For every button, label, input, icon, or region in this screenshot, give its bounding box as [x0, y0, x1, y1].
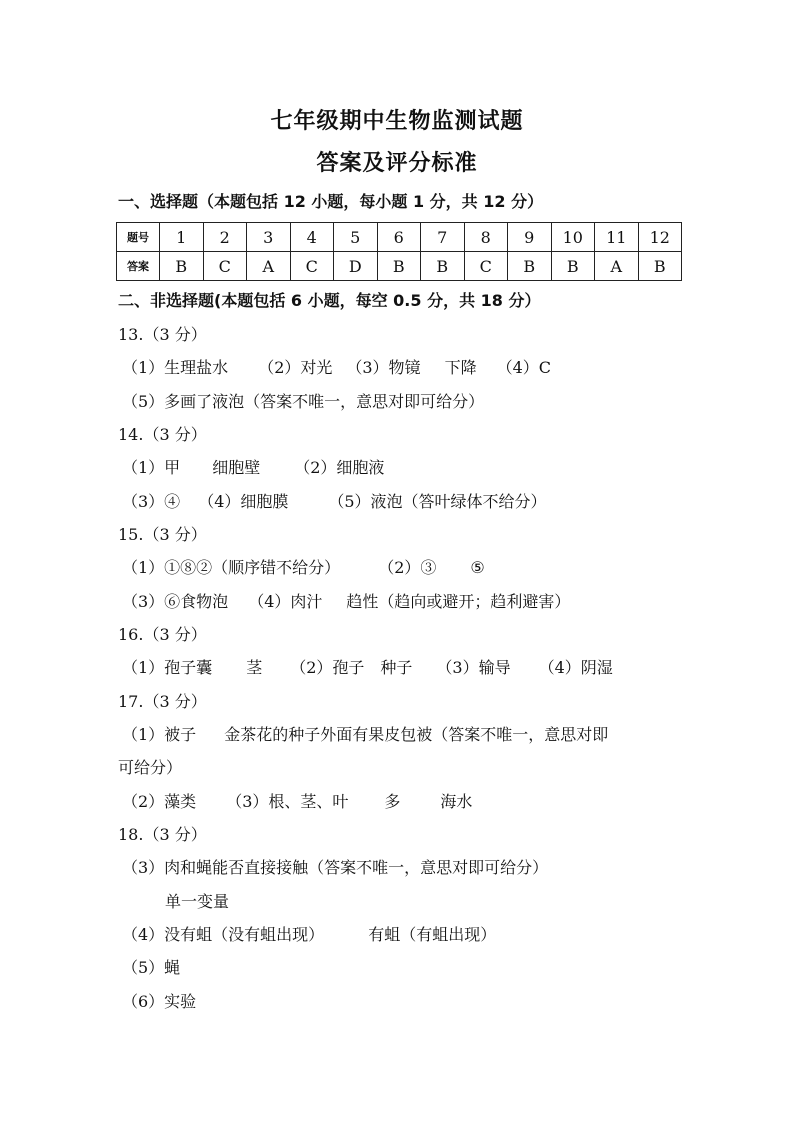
q13-line2: （5）多画了液泡（答案不唯一，意思对即可给分）: [122, 392, 485, 411]
q15-ans3: （3）⑥食物泡: [122, 592, 229, 611]
page-title: 七年级期中生物监测试题: [270, 109, 524, 134]
section2-heading: 二、非选择题(本题包括 6 小题，每空 0.5 分，共 18 分）: [118, 291, 541, 310]
q17-ans1b: 金茶花的种子外面有果皮包被（答案不唯一，意思对即: [224, 725, 609, 744]
q-number: 8: [464, 223, 508, 252]
question-number-row: [117, 223, 682, 252]
row-label-answer: 答案: [117, 252, 160, 281]
q16-ans2b: 种子: [380, 658, 413, 677]
q-number: 11: [595, 223, 639, 252]
q17-line1-cont: 可给分）: [118, 758, 183, 777]
q16-line1: [122, 655, 613, 678]
q18-line3: （5）蝇: [122, 958, 181, 977]
q13-ans1: （1）生理盐水: [122, 358, 229, 377]
q-answer: C: [290, 252, 334, 281]
q15-ans4b: 趋性（趋向或避开；趋利避害）: [346, 592, 571, 611]
q18-line1b: 单一变量: [165, 892, 230, 911]
row-label-number: 题号: [117, 223, 160, 252]
q16-ans1b: 茎: [246, 658, 263, 677]
q-answer: B: [551, 252, 595, 281]
q-number: 1: [160, 223, 204, 252]
page-subtitle: 答案及评分标准: [316, 151, 478, 176]
q16-ans4: （4）阴湿: [538, 658, 613, 677]
q15-ans2b: ⑤: [470, 558, 485, 577]
q15-heading: 15.（3 分）: [118, 525, 207, 544]
q-number: 2: [203, 223, 247, 252]
q17-ans2: （2）藻类: [122, 792, 197, 811]
q-number: 4: [290, 223, 334, 252]
q-number: 10: [551, 223, 595, 252]
q16-heading: 16.（3 分）: [118, 625, 207, 644]
q14-ans4: （4）细胞膜: [198, 492, 289, 511]
q17-ans3: （3）根、茎、叶: [226, 792, 349, 811]
q15-line2: [122, 589, 570, 612]
q13-line1: [122, 355, 551, 378]
q-answer: A: [247, 252, 291, 281]
q17-ans1: （1）被子: [122, 725, 197, 744]
q-answer: B: [508, 252, 552, 281]
q14-ans2: （2）细胞液: [294, 458, 385, 477]
q13-ans3: （3）物镜: [346, 358, 421, 377]
q14-ans5: （5）液泡（答叶绿体不给分）: [328, 492, 547, 511]
q-number: 7: [421, 223, 465, 252]
q-answer: B: [638, 252, 682, 281]
q18-ans4b: 有蛆（有蛆出现）: [368, 925, 497, 944]
q14-ans1: （1）甲: [122, 458, 181, 477]
q-answer: B: [421, 252, 465, 281]
q18-ans4: （4）没有蛆（没有蛆出现）: [122, 925, 325, 944]
q18-line4: （6）实验: [122, 992, 197, 1011]
q-answer: B: [377, 252, 421, 281]
q-answer: A: [595, 252, 639, 281]
section1-heading: 一、选择题（本题包括 12 小题，每小题 1 分，共 12 分）: [118, 192, 544, 211]
q-number: 5: [334, 223, 378, 252]
q14-ans3: （3）④: [122, 492, 181, 511]
answer-row: [117, 252, 682, 281]
q-answer: C: [464, 252, 508, 281]
q18-heading: 18.（3 分）: [118, 825, 207, 844]
q16-ans3: （3）输导: [436, 658, 511, 677]
q14-ans1b: 细胞壁: [212, 458, 261, 477]
q-answer: D: [334, 252, 378, 281]
q17-line2: [122, 789, 472, 812]
q14-line2: [122, 489, 547, 512]
q15-ans2: （2）③: [378, 558, 437, 577]
q14-heading: 14.（3 分）: [118, 425, 207, 444]
q18-line1: （3）肉和蝇能否直接接触（答案不唯一，意思对即可给分）: [122, 858, 549, 877]
q15-line1: [122, 555, 485, 578]
q-answer: C: [203, 252, 247, 281]
q-answer: B: [160, 252, 204, 281]
q17-ans3b: 多: [384, 792, 401, 811]
q17-heading: 17.（3 分）: [118, 692, 207, 711]
q13-ans4: （4）C: [496, 358, 552, 377]
q13-heading: 13.（3 分）: [118, 325, 207, 344]
choice-answer-table: [116, 222, 682, 281]
q17-ans3c: 海水: [440, 792, 473, 811]
q-number: 3: [247, 223, 291, 252]
q16-ans1: （1）孢子囊: [122, 658, 213, 677]
q14-line1: [122, 455, 384, 478]
q-number: 12: [638, 223, 682, 252]
q13-ans3b: 下降: [444, 358, 477, 377]
q16-ans2: （2）孢子: [290, 658, 365, 677]
q15-ans4: （4）肉汁: [248, 592, 323, 611]
q-number: 6: [377, 223, 421, 252]
q15-ans1: （1）①⑧②（顺序错不给分）: [122, 558, 341, 577]
q13-ans2: （2）对光: [258, 358, 333, 377]
q-number: 9: [508, 223, 552, 252]
q17-line1: [122, 722, 608, 745]
q18-line2: [122, 922, 496, 945]
